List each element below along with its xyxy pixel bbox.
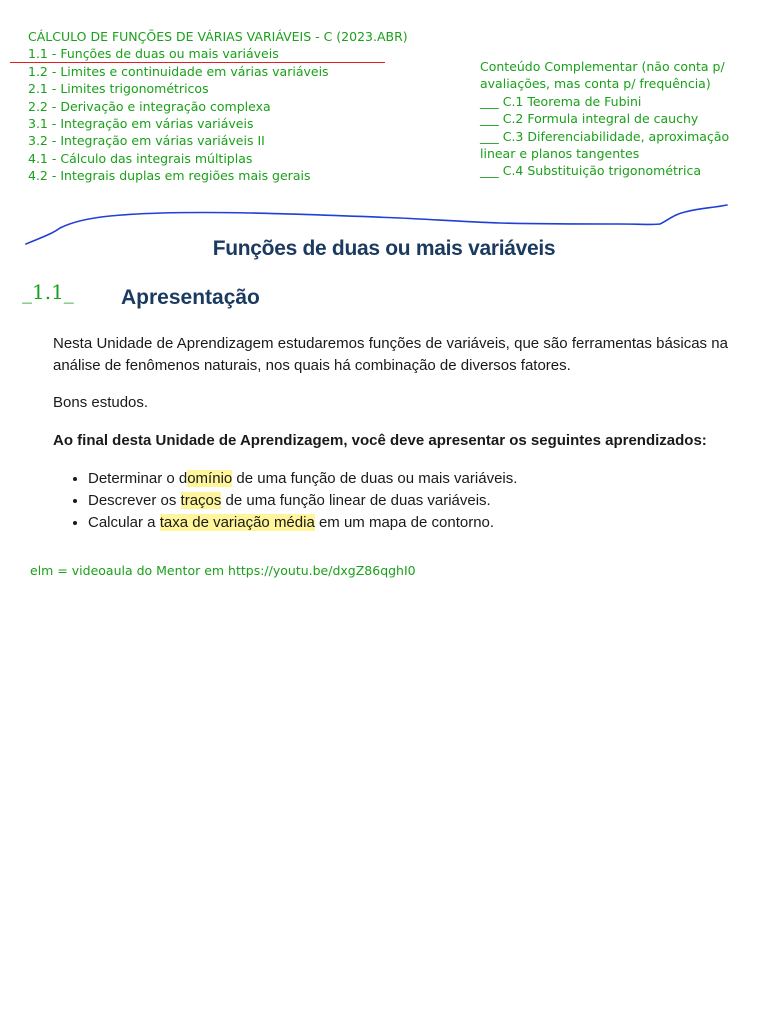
list-item [88, 468, 728, 490]
complement-line: Conteúdo Complementar (não conta p/ [480, 59, 725, 74]
highlighted-term: traços [180, 492, 222, 509]
section-heading: Apresentação [121, 286, 260, 309]
complement-line: ___ C.4 Substituição trigonométrica [480, 163, 702, 179]
toc-item: 4.1 - Cálculo das integrais múltiplas [28, 150, 253, 166]
section-number-annotation: _1.1_ [22, 280, 74, 304]
toc-item: 2.1 - Limites trigonométricos [28, 81, 209, 97]
toc-item: CÁLCULO DE FUNÇÕES DE VÁRIAS VARIÁVEIS - C (2023.ABR) [28, 29, 408, 44]
red-underline-annotation [10, 62, 385, 63]
complementary-content-note [480, 58, 742, 180]
complement-line: ___ C.1 Teorema de Fubini [480, 93, 642, 109]
video-link-note: elm = videoaula do Mentor em https://youtu.be/dxgZ86qghI0 [30, 563, 416, 578]
toc-item: 1.2 - Limites e continuidade em várias variáveis [28, 63, 329, 79]
complement-line: linear e planos tangentes [480, 146, 640, 162]
objective-text: Descrever os [88, 492, 181, 509]
objective-text: Calcular a [88, 514, 160, 531]
objectives-list [53, 468, 728, 534]
toc-item: 4.2 - Integrais duplas em regiões mais gerais [28, 168, 311, 184]
intro-paragraph: Nesta Unidade de Aprendizagem estudaremos funções de variáveis, que são ferramentas básicas na análise de fenômenos naturais, nos quais há combinação de diversos fatores. [53, 335, 728, 374]
highlighted-term: taxa de variação média [159, 514, 315, 531]
objective-text: Determinar o d [88, 470, 188, 487]
toc-item: 3.1 - Integração em várias variáveis [28, 116, 254, 132]
list-item [88, 512, 728, 534]
complement-line: avaliações, mas conta p/ frequência) [480, 76, 711, 92]
objective-text: de uma função linear de duas variáveis. [221, 492, 491, 509]
complement-line: ___ C.3 Diferenciabilidade, aproximação [480, 128, 730, 144]
objectives-heading: Ao final desta Unidade de Aprendizagem, você deve apresentar os seguintes aprendizados: [53, 432, 707, 449]
closing-line: Bons estudos. [53, 394, 149, 411]
complement-line: ___ C.2 Formula integral de cauchy [480, 111, 699, 127]
objective-text: em um mapa de contorno. [314, 514, 495, 531]
objective-text: de uma função de duas ou mais variáveis. [232, 470, 518, 487]
toc-item: 3.2 - Integração em várias variáveis II [28, 133, 265, 149]
highlighted-term: omínio [187, 470, 233, 487]
page-title: Funções de duas ou mais variáveis [212, 237, 556, 260]
toc-item: 1.1 - Funções de duas ou mais variáveis [28, 46, 279, 62]
handwritten-toc [28, 28, 408, 185]
list-item [88, 490, 728, 512]
toc-item: 2.2 - Derivação e integração complexa [28, 98, 271, 114]
